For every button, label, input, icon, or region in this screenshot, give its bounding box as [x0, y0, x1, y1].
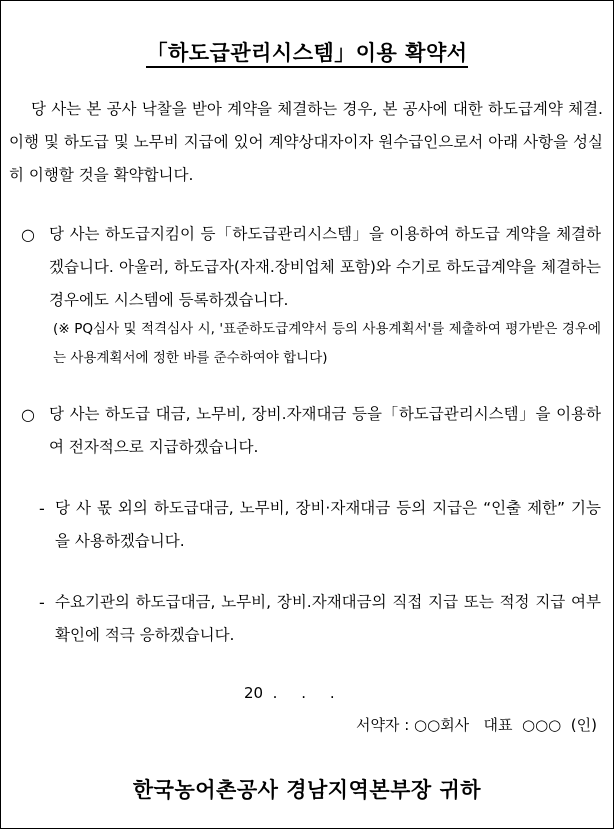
- intro-paragraph: 당 사는 본 공사 낙찰을 받아 계약을 체결하는 경우, 본 공사에 대한 하도급계약 체결.이행 및 하도급 및 노무비 지급에 있어 계약상대자이자 원수급인으로서 아래 사항을 성실히 이행할 것을 확약합니다.: [9, 100, 603, 184]
- pledge-subitem-text: 수요기관의 하도급대금, 노무비, 장비.자재대금의 직접 지급 또는 적정 지급 여부 확인에 적극 응하겠습니다.: [55, 593, 601, 644]
- document-title-text: 「하도급관리시스템」이용 확약서: [146, 41, 467, 68]
- circle-bullet-icon: ○: [21, 225, 35, 244]
- pledge-item-text: 당 사는 하도급 대금, 노무비, 장비.자재대금 등을「하도급관리시스템」을 이용하여 전자적으로 지급하겠습니다.: [49, 405, 601, 456]
- pledge-item-note: (※ PQ심사 및 적격심사 시, '표준하도급계약서 등의 사용계획서'를 제출하여 평가받은 경우에는 사용계획서에 정한 바를 준수하여야 합니다): [53, 321, 601, 366]
- circle-bullet-icon: ○: [21, 405, 35, 424]
- signer-line: 서약자 : ○○회사 대표 ○○○ (인): [355, 716, 597, 734]
- pledge-item-text: 당 사는 하도급지킴이 등「하도급관리시스템」을 이용하여 하도급 계약을 체결하겠습니다. 아울러, 하도급자(자재.장비업체 포함)와 수기로 하도급계약을 체결하는 경우에도 시스템에 등록하겠습니다.: [49, 225, 601, 309]
- date-line: 20 . . .: [244, 684, 335, 702]
- pledge-subitem-text: 당 사 몫 외의 하도급대금, 노무비, 장비·자재대금 등의 지급은 “인출 제한” 기능을 사용하겠습니다.: [55, 499, 601, 550]
- dash-bullet-icon: -: [39, 593, 45, 612]
- recipient-line: 한국농어촌공사 경남지역본부장 귀하: [132, 778, 482, 802]
- dash-bullet-icon: -: [39, 499, 45, 518]
- document-title: [1, 37, 613, 67]
